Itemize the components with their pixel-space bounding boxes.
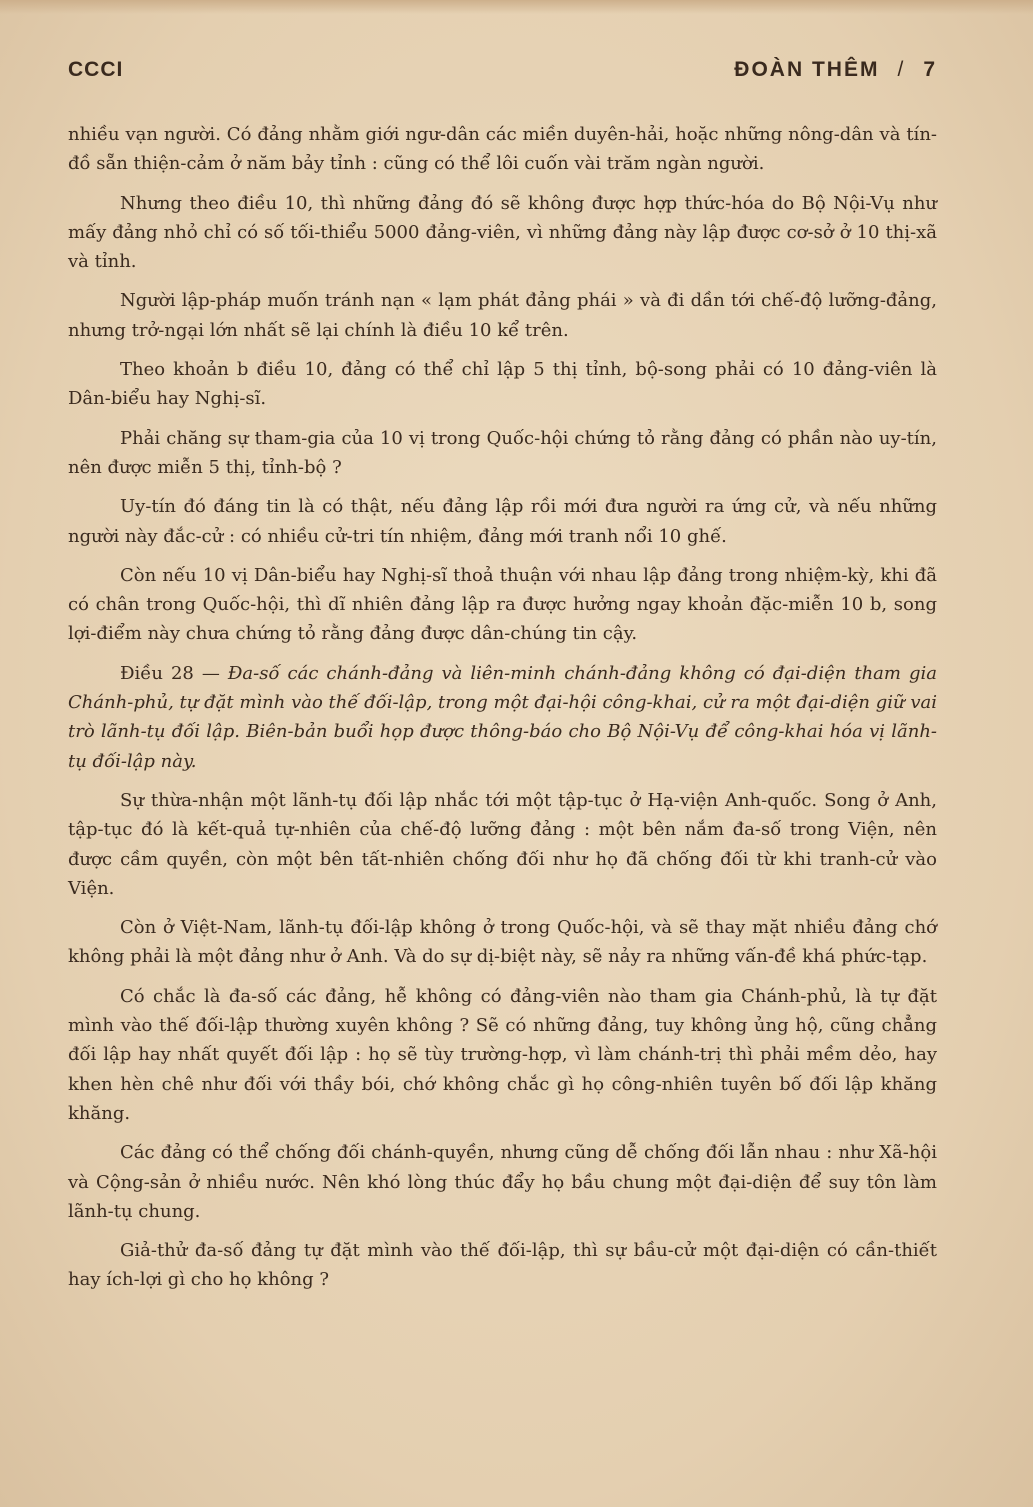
running-header xyxy=(68,58,937,82)
body-text xyxy=(68,120,937,1295)
header-author: ĐOÀN THÊM xyxy=(734,58,880,81)
article-text: Đa-số các chánh-đảng và liên-minh chánh-đảng không có đại-diện tham gia Chánh-phủ, tự đặt mình vào thế đối-lập, trong một đại-hội công-khai, cử ra một đại-diện giữ vai trò lãnh-tụ đối lập. Biên-bản buổi họp được thông-báo cho Bộ Nội-Vụ để công-khai hóa vị lãnh-tụ đối-lập này. xyxy=(68,662,937,772)
paragraph: Giả-thử đa-số đảng tự đặt mình vào thế đối-lập, thì sự bầu-cử một đại-diện có cần-thiết hay ích-lợi gì cho họ không ? xyxy=(68,1240,937,1291)
paragraph: Sự thừa-nhận một lãnh-tụ đối lập nhắc tới một tập-tục ở Hạ-viện Anh-quốc. Song ở Anh, tập-tục đó là kết-quả tự-nhiên của chế-độ lưỡng đảng : một bên nắm đa-số trong Viện, nên được cầm quyền, còn một bên tất-nhiên chống đối như họ đã chống đối từ khi tranh-cử vào Viện. xyxy=(68,789,937,899)
paragraph: Phải chăng sự tham-gia của 10 vị trong Quốc-hội chứng tỏ rằng đảng có phần nào uy-tín, nên được miễn 5 thị, tỉnh-bộ ? xyxy=(68,427,937,478)
page-number: 7 xyxy=(923,58,937,81)
paragraph: Còn ở Việt-Nam, lãnh-tụ đối-lập không ở trong Quốc-hội, và sẽ thay mặt nhiều đảng chớ không phải là một đảng như ở Anh. Và do sự dị-biệt này, sẽ nảy ra những vấn-đề khá phức-tạp. xyxy=(68,917,937,968)
header-left-mark: CCCI xyxy=(68,58,124,81)
paragraph: Người lập-pháp muốn tránh nạn « lạm phát đảng phái » và đi dần tới chế-độ lưỡng-đảng, nhưng trở-ngại lớn nhất sẽ lại chính là điều 10 kể trên. xyxy=(68,290,937,341)
paragraph: Các đảng có thể chống đối chánh-quyền, nhưng cũng dễ chống đối lẫn nhau : như Xã-hội và Cộng-sản ở nhiều nước. Nên khó lòng thúc đẩy họ bầu chung một đại-diện để suy tôn làm lãnh-tụ chung. xyxy=(68,1142,937,1222)
paragraph: Nhưng theo điều 10, thì những đảng đó sẽ không được hợp thức-hóa do Bộ Nội-Vụ như mấy đảng nhỏ chỉ có số tối-thiểu 5000 đảng-viên, vì những đảng này lập được cơ-sở ở 10 thị-xã và tỉnh. xyxy=(68,192,937,273)
header-right xyxy=(734,58,937,82)
paragraph: Còn nếu 10 vị Dân-biểu hay Nghị-sĩ thoả thuận với nhau lập đảng trong nhiệm-kỳ, khi đã có chân trong Quốc-hội, thì dĩ nhiên đảng lập ra được hưởng ngay khoản đặc-miễn 10 b, song lợi-điểm này chưa chứng tỏ rằng đảng được dân-chúng tin cậy. xyxy=(68,564,937,645)
article-28 xyxy=(68,659,937,776)
paragraph: Theo khoản b điều 10, đảng có thể chỉ lập 5 thị tỉnh, bộ-song phải có 10 đảng-viên là Dân-biểu hay Nghị-sĩ. xyxy=(68,359,937,410)
article-heading: Điều 28 — xyxy=(120,662,228,684)
page-top-edge xyxy=(0,0,1033,14)
paragraph: Uy-tín đó đáng tin là có thật, nếu đảng lập rồi mới đưa người ra ứng cử, và nếu những người này đắc-cử : có nhiều cử-tri tín nhiệm, đảng mới tranh nổi 10 ghế. xyxy=(68,496,937,547)
header-separator: / xyxy=(897,58,906,81)
paragraph: Có chắc là đa-số các đảng, hễ không có đảng-viên nào tham gia Chánh-phủ, là tự đặt mình vào thế đối-lập thường xuyên không ? Sẽ có những đảng, tuy không ủng hộ, cũng chẳng đối lập hay nhất quyết đối lập : họ sẽ tùy trường-hợp, vì làm chánh-trị thì phải mềm dẻo, hay khen hèn chê như đối với thầy bói, chớ không chắc gì họ công-nhiên tuyên bố đối lập khăng khăng. xyxy=(68,985,937,1124)
paragraph: nhiều vạn người. Có đảng nhằm giới ngư-dân các miền duyên-hải, hoặc những nông-dân và tín-đồ sẵn thiện-cảm ở năm bảy tỉnh : cũng có thể lôi cuốn vài trăm ngàn người. xyxy=(68,124,937,175)
